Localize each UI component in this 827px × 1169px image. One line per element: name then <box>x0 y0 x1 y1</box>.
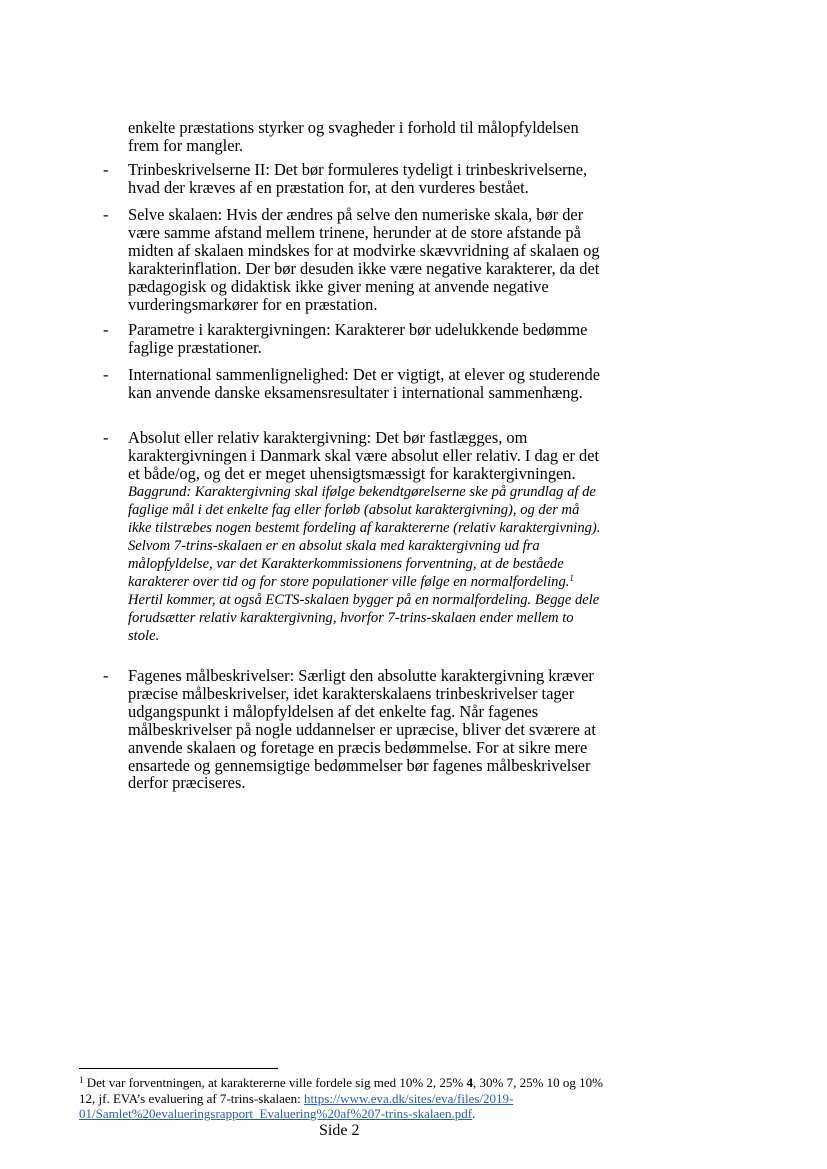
list-item-maalbeskrivelser <box>103 666 606 793</box>
footnote-link[interactable]: https://www.eva.dk/sites/eva/files/2019-01/Samlet%20evalueringsrapport_Evaluering%20af%207-trins-skalaen.pdf <box>79 1090 514 1122</box>
bullet-dash: - <box>103 205 109 224</box>
footnote <box>79 1075 609 1122</box>
footnote-end: . <box>472 1106 476 1122</box>
bullet-dash: - <box>103 428 109 447</box>
list-item-selve-skalaen <box>103 205 606 314</box>
background-text-part1: Baggrund: Karaktergivning skal ifølge bekendtgørelserne ske på grundlag af de faglige mål i det enkelte fag eller forløb (absolut karaktergivning), og der må ikke tilstræbes nogen bestemt fordeling af karaktererne (relativ karaktergivning). Selvom 7-trins-skalaen er en absolut skala med karaktergivning ud fra målopfyldelse, var det Karakterkommissionens forventning, at de beståede karakterer over tid og for store populationer ville følge en normalfordeling. <box>128 483 601 590</box>
list-item-text: Fagenes målbeskrivelser: Særligt den absolutte karaktergivning kræver præcise målbeskrivelser, idet karakterskalaens trinbeskrivelser tager udgangspunkt i målopfyldelsen af det enkelte fag. Når fagenes målbeskrivelser på nogle uddannelser er upræcise, bliver det sværere at anvende skalaen og foretage en præcis bedømmelse. For at sikre mere ensartede og gennemsigtige bedømmelser bør fagenes målbeskrivelser derfor præciseres. <box>128 666 596 793</box>
bullet-dash: - <box>103 666 109 685</box>
footnote-reference: 1 <box>569 572 574 583</box>
continuation-paragraph: enkelte præstations styrker og svagheder i forhold til målopfyldelsen frem for mangler. <box>128 118 579 155</box>
bullet-dash: - <box>103 320 109 339</box>
footnote-separator <box>79 1068 278 1069</box>
list-item-text: Trinbeskrivelserne II: Det bør formuleres tydeligt i trinbeskrivelserne, hvad der kræves af en præstation for, at den vurderes bestået. <box>128 160 588 197</box>
footnote-text-cont: , 30% 7, 25% 10 og 10% 12, jf. EVA’s evaluering af 7-trins-skalaen: <box>79 1075 603 1106</box>
background-text-part2: Hertil kommer, at også ECTS-skalaen bygger på en normalfordeling. Begge dele forudsætter relativ karaktergivning, hvorfor 7-trins-skalaen ender mellem to stole. <box>128 591 600 644</box>
footnote-text: Det var forventningen, at karaktererne ville fordele sig med 10% 2, 25% <box>83 1075 467 1090</box>
bullet-dash: - <box>103 160 109 179</box>
page-number: Side 2 <box>319 1122 360 1139</box>
footnote-bold-grade: 4 <box>466 1075 473 1090</box>
list-item-text: Absolut eller relativ karaktergivning: Det bør fastlægges, om karaktergivningen i Danmark skal være absolut eller relativ. I dag er det et både/og, og det er meget uhensigtsmæssigt for karaktergivningen. <box>128 428 600 483</box>
list-item-absolut-relativ <box>103 428 606 645</box>
background-note <box>128 483 606 645</box>
list-item-text: Selve skalaen: Hvis der ændres på selve den numeriske skala, bør der være samme afstand mellem trinene, herunder at de store afstande på midten af skalaen mindskes for at modvirke skævvridning af skalaen og karakterinflation. Der bør desuden ikke være negative karakterer, da det pædagogisk og didaktisk ikke giver mening at anvende negative vurderingsmarkører for en præstation. <box>128 205 600 314</box>
list-item-international <box>103 365 606 402</box>
footnote-number: 1 <box>79 1075 84 1085</box>
list-item-trinbeskrivelser <box>103 160 606 197</box>
bullet-dash: - <box>103 365 109 384</box>
list-item-text: International sammenlignelighed: Det er vigtigt, at elever og studerende kan anvende danske eksamensresultater i international sammenhæng. <box>128 365 600 402</box>
list-item-parametre <box>103 320 606 357</box>
list-item-text: Parametre i karaktergivningen: Karakterer bør udelukkende bedømme faglige præstationer. <box>128 320 588 357</box>
